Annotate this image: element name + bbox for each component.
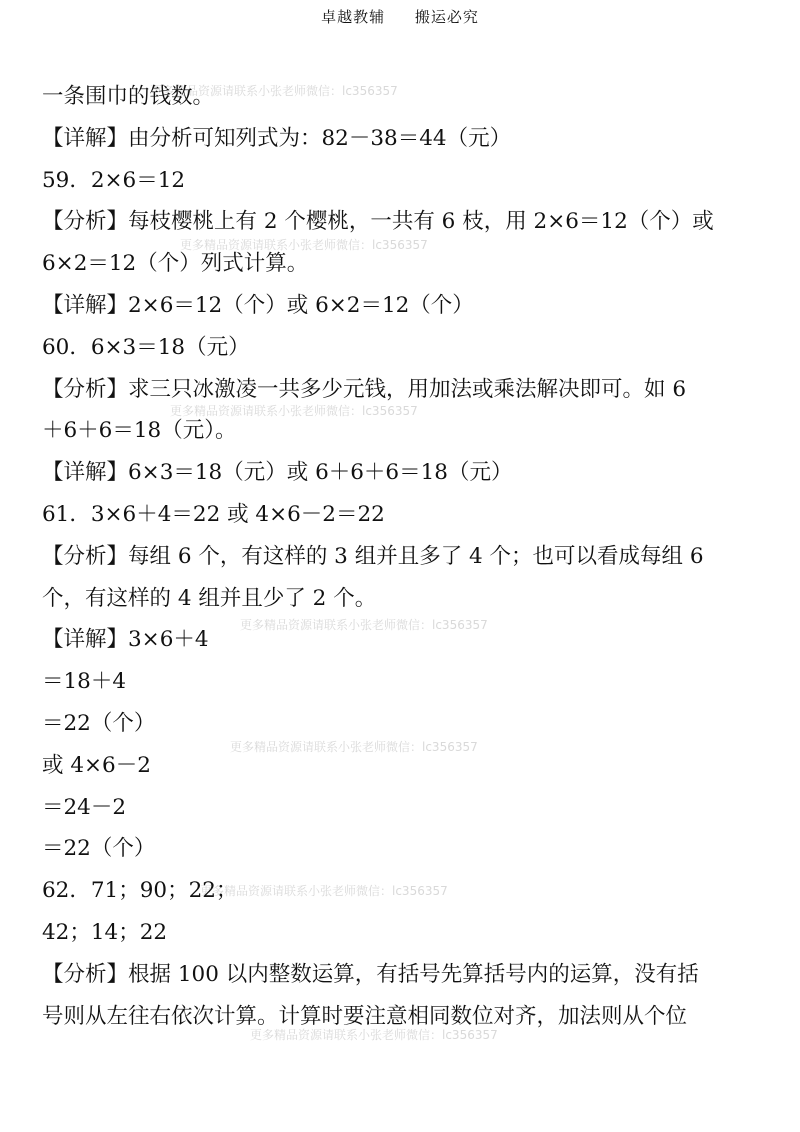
text-line: ＝24－2 [42, 794, 127, 820]
watermark-text: 更多精品资源请联系小张老师微信：lc356357 [240, 618, 488, 632]
text-line: 个，有这样的 4 组并且少了 2 个。 [42, 585, 377, 611]
text-line: 61．3×6＋4＝22 或 4×6－2＝22 [42, 501, 385, 527]
text-line: 或 4×6－2 [42, 752, 151, 778]
text-line: 【详解】2×6＝12（个）或 6×2＝12（个） [42, 292, 474, 318]
watermark-text: 更多精品资源请联系小张老师微信：lc356357 [230, 740, 478, 754]
watermark-text: 更多精品资源请联系小张老师微信：lc356357 [180, 238, 428, 252]
header-right-text: 搬运必究 [414, 8, 479, 26]
text-line: ＝22（个） [42, 710, 156, 736]
text-line: 42；14；22 [42, 919, 168, 945]
watermark-text: 更多精品资源请联系小张老师微信：lc356357 [200, 884, 448, 898]
watermark-text: 更多精品资源请联系小张老师微信：lc356357 [170, 404, 418, 418]
text-line: ＝22（个） [42, 836, 156, 862]
text-line: 【详解】3×6＋4 [42, 627, 209, 653]
document-body [42, 76, 770, 1037]
text-line: 59．2×6＝12 [42, 167, 186, 193]
text-line: ＝18＋4 [42, 669, 127, 695]
text-line: 6×2＝12（个）列式计算。 [42, 251, 309, 277]
page-header [0, 6, 800, 27]
text-line: 60．6×3＝18（元） [42, 334, 250, 360]
text-line: 62．71；90；22； [42, 878, 238, 904]
header-left-text: 卓越教辅 [321, 8, 386, 26]
text-line: 【分析】根据 100 以内整数运算，有括号先算括号内的运算，没有括 [42, 961, 699, 987]
text-line: 【分析】每枝樱桃上有 2 个樱桃，一共有 6 枝，用 2×6＝12（个）或 [42, 209, 714, 235]
watermark-text: 更多精品资源请联系小张老师微信：lc356357 [150, 84, 398, 98]
text-line: 【分析】每组 6 个，有这样的 3 组并且多了 4 个；也可以看成每组 6 [42, 543, 704, 569]
text-line: 【详解】由分析可知列式为：82－38＝44（元） [42, 125, 512, 151]
text-line: ＋6＋6＝18（元）。 [42, 418, 237, 444]
text-line: 一条围巾的钱数。 [42, 84, 215, 109]
text-line: 【详解】6×3＝18（元）或 6＋6＋6＝18（元） [42, 460, 513, 486]
watermark-text: 更多精品资源请联系小张老师微信：lc356357 [250, 1028, 498, 1042]
text-line: 号则从左往右依次计算。计算时要注意相同数位对齐，加法则从个位 [42, 1003, 688, 1029]
text-line: 【分析】求三只冰激凌一共多少元钱，用加法或乘法解决即可。如 6 [42, 376, 687, 402]
